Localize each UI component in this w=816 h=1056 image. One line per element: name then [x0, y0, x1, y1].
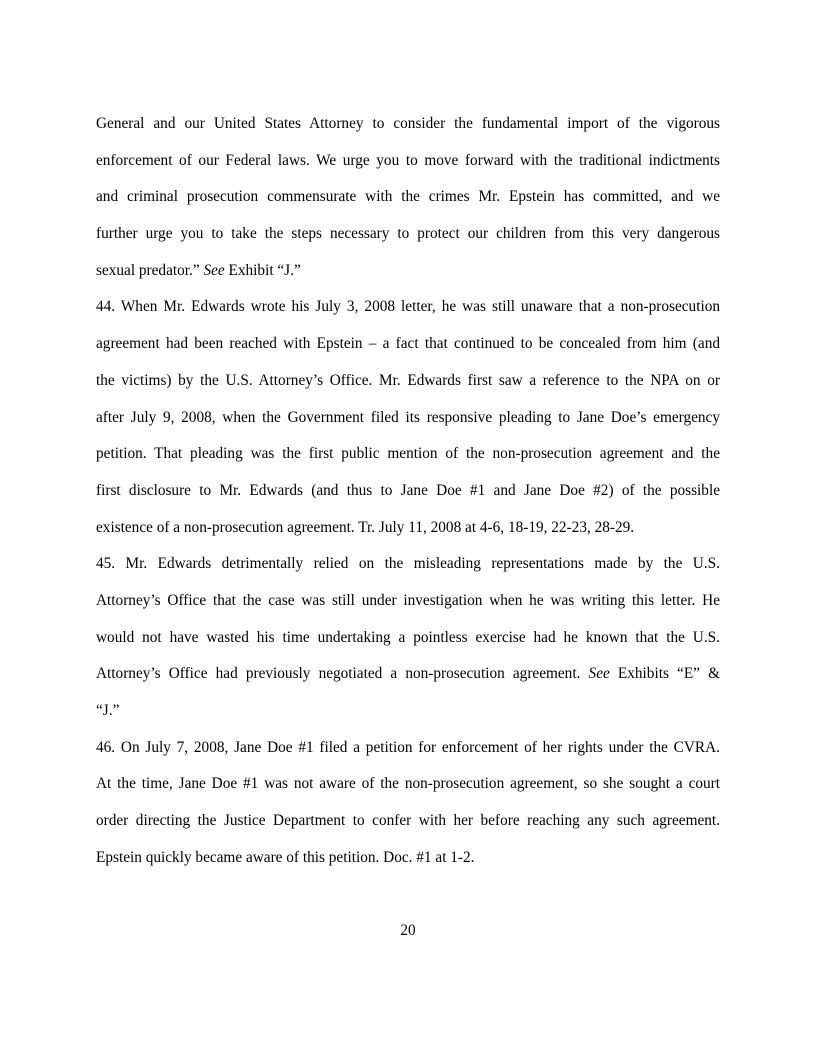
text-line: At the time, Jane Doe #1 was not aware of the non-prosecution agreement, so she sought a court [96, 775, 720, 793]
paragraph-43-continuation [96, 106, 720, 289]
text-line: General and our United States Attorney to consider the fundamental import of the vigorous [96, 115, 720, 132]
text-line: Epstein quickly became aware of this petition. Doc. #1 at 1-2. [96, 848, 475, 866]
text-span: Exhibit “J.” [224, 261, 301, 279]
text-line: 45. Mr. Edwards detrimentally relied on the misleading representations made by the U.S. [96, 555, 720, 573]
text-line [96, 253, 720, 290]
text-line: agreement had been reached with Epstein – a fact that continued to be concealed from him (and [96, 335, 720, 353]
text-line: enforcement of our Federal laws. We urge you to move forward with the traditional indictments [96, 151, 720, 169]
text-span: sexual predator.” [96, 261, 204, 279]
text-line: first disclosure to Mr. Edwards (and thus to Jane Doe #1 and Jane Doe #2) of the possible [96, 481, 720, 499]
document-body [96, 106, 720, 876]
text-line: further urge you to take the steps necessary to protect our children from this very dangerous [96, 225, 720, 243]
citation-signal: See [588, 665, 610, 683]
text-line: order directing the Justice Department to confer with her before reaching any such agreement. [96, 812, 720, 830]
text-span: Exhibits “E” & [609, 665, 720, 683]
text-line: and criminal prosecution commensurate with the crimes Mr. Epstein has committed, and we [96, 188, 720, 206]
text-line: existence of a non-prosecution agreement. Tr. July 11, 2008 at 4-6, 18-19, 22-23, 28-29. [96, 518, 635, 536]
citation-signal: See [203, 261, 225, 279]
paragraph-46 [96, 730, 720, 877]
text-line: 46. On July 7, 2008, Jane Doe #1 filed a petition for enforcement of her rights under the CVRA. [96, 738, 720, 756]
text-line: “J.” [96, 702, 120, 719]
text-line [96, 656, 720, 693]
paragraph-44 [96, 289, 720, 546]
text-line: would not have wasted his time undertaking a pointless exercise had he known that the U.S. [96, 628, 720, 646]
page-number: 20 [400, 922, 416, 939]
text-line: after July 9, 2008, when the Government filed its responsive pleading to Jane Doe’s emergency [96, 408, 720, 426]
text-span: Attorney’s Office had previously negotiated a non-prosecution agreement. [96, 665, 589, 683]
text-line: 44. When Mr. Edwards wrote his July 3, 2008 letter, he was still unaware that a non-prosecution [96, 298, 720, 316]
text-line: Attorney’s Office that the case was still under investigation when he was writing this letter. He [96, 591, 720, 609]
text-line: the victims) by the U.S. Attorney’s Office. Mr. Edwards first saw a reference to the NPA on or [96, 371, 720, 389]
text-line: petition. That pleading was the first public mention of the non-prosecution agreement and the [96, 445, 720, 463]
paragraph-45 [96, 546, 720, 729]
